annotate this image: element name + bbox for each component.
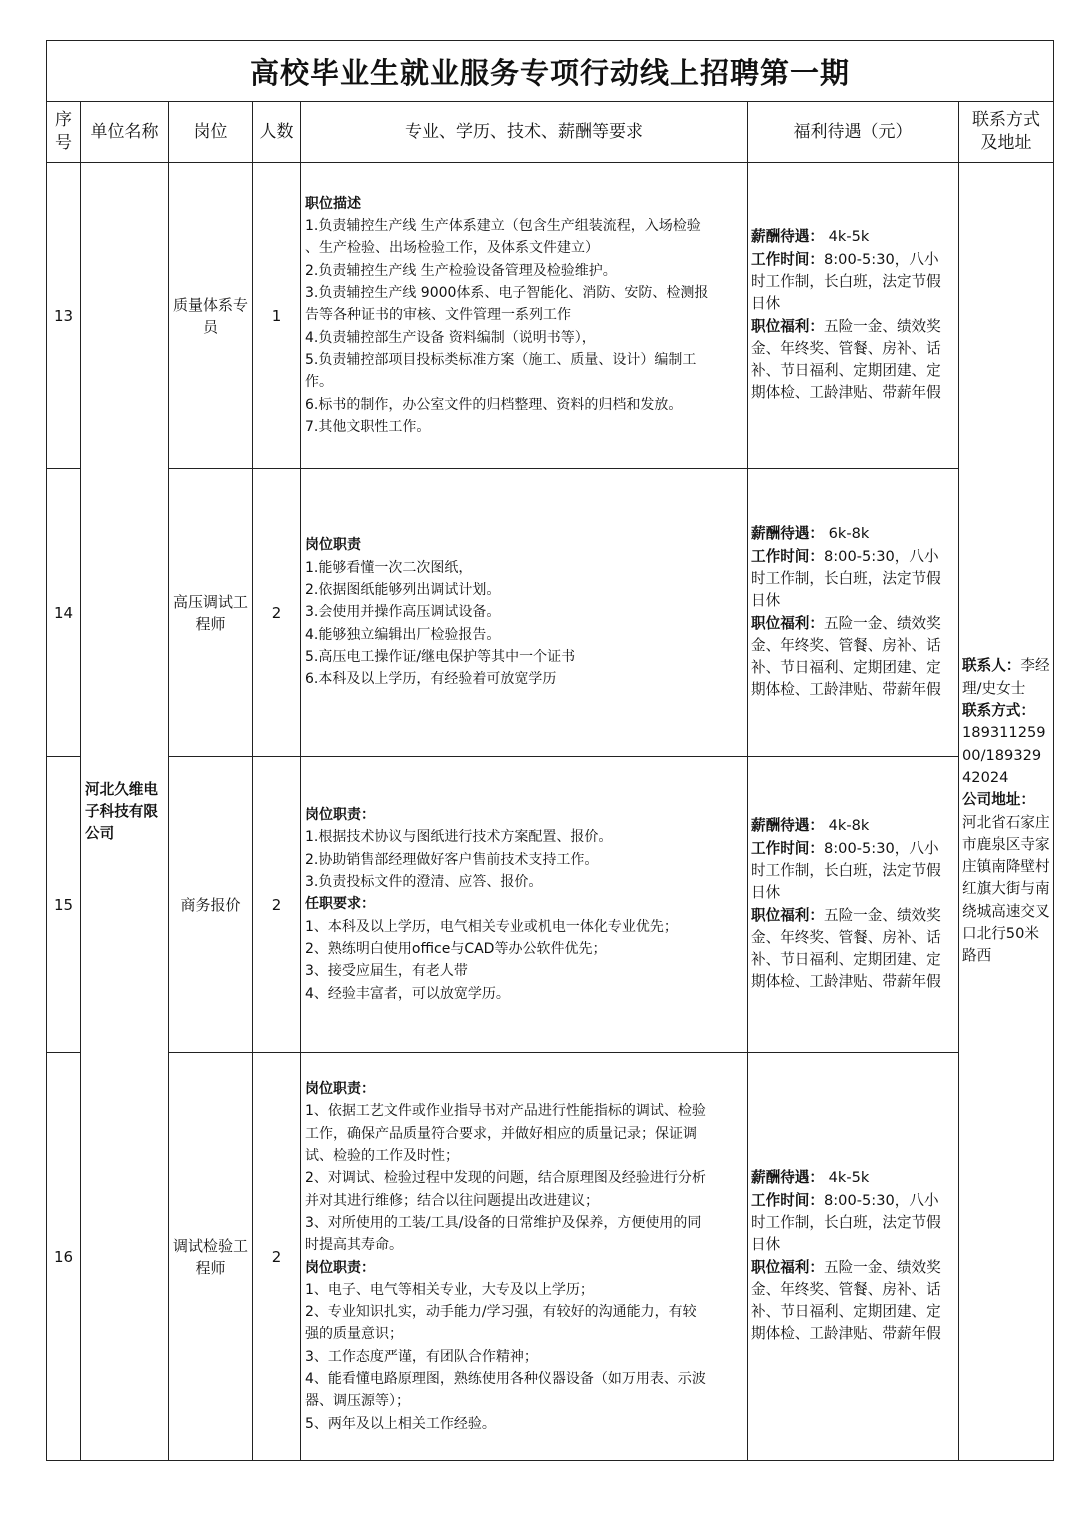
row-benefits — [748, 1053, 959, 1461]
requirement-line: 3、接受应届生，有老人带 — [305, 963, 468, 980]
requirement-line: 1、电子、电气等相关专业，大专及以上学历； — [305, 1281, 594, 1298]
salary-label: 薪酬待遇： — [751, 525, 824, 543]
welfare-line — [751, 360, 955, 382]
company-name: 河北久维电子科技有限公司 — [81, 163, 169, 1461]
hours-line — [751, 1234, 955, 1256]
salary-label: 薪酬待遇： — [751, 817, 824, 835]
hours-line — [751, 546, 955, 568]
row-seq: 14 — [47, 469, 81, 757]
welfare-value: 金、年终奖、管餐、房补、话 — [751, 928, 941, 946]
contact-phone-label: 联系方式： — [962, 702, 1035, 720]
hours-line — [751, 568, 955, 590]
hours-line — [751, 860, 955, 882]
row-count: 2 — [253, 1053, 301, 1461]
salary-line — [751, 815, 955, 837]
welfare-line — [751, 1279, 955, 1301]
requirement-line: 1.根据技术协议与图纸进行技术方案配置、报价。 — [305, 829, 613, 846]
requirement-line: 强的质量意识； — [305, 1326, 403, 1343]
salary-value: 6k-8k — [823, 525, 870, 543]
requirement-line: 并对其进行维修；结合以往问题提出改进建议； — [305, 1192, 599, 1209]
welfare-label: 职位福利： — [751, 317, 824, 335]
header-requirements: 专业、学历、技术、薪酬等要求 — [301, 102, 748, 163]
requirement-line: 5.负责辅控部项目投标类标准方案（施工、质量、设计）编制工 — [305, 351, 697, 368]
hours-line — [751, 882, 955, 904]
welfare-value: 补、节日福利、定期团建、定 — [751, 951, 941, 969]
welfare-line — [751, 905, 955, 927]
requirement-line: 6.标书的制作，办公室文件的归档整理、资料的归档和发放。 — [305, 396, 683, 413]
welfare-line — [751, 613, 955, 635]
welfare-value: 期体检、工龄津贴、带薪年假 — [751, 1325, 941, 1343]
hours-value: 时工作制，长白班，法定节假 — [751, 569, 941, 587]
requirement-line: 2.依据图纸能够列出调试计划。 — [305, 582, 501, 599]
welfare-label: 职位福利： — [751, 906, 824, 924]
hours-value: 日休 — [751, 884, 781, 902]
requirement-heading: 岗位职责： — [305, 1081, 375, 1098]
salary-value: 4k-8k — [823, 817, 870, 835]
contact-person: 李经理/史女士 — [962, 657, 1050, 697]
hours-value: 日休 — [751, 592, 781, 610]
requirement-line: 3、工作态度严谨，有团队合作精神； — [305, 1348, 538, 1365]
welfare-label: 职位福利： — [751, 1258, 824, 1276]
requirement-line: 3.负责辅控生产线 9000体系、电子智能化、消防、安防、检测报 — [305, 285, 709, 302]
requirement-line: 1、依据工艺文件或作业指导书对产品进行性能指标的调试、检验 — [305, 1103, 706, 1120]
salary-line — [751, 1167, 955, 1189]
row-seq: 16 — [47, 1053, 81, 1461]
welfare-line — [751, 949, 955, 971]
salary-label: 薪酬待遇： — [751, 228, 824, 246]
requirement-line: 2.协助销售部经理做好客户售前技术支持工作。 — [305, 851, 599, 868]
contact-address: 河北省石家庄市鹿泉区寺家庄镇南降壁村红旗大街与南绕城高速交叉口北行50米路西 — [962, 813, 1050, 965]
hours-label: 工作时间： — [751, 250, 824, 268]
row-seq: 13 — [47, 163, 81, 469]
welfare-line — [751, 316, 955, 338]
table-row — [47, 1053, 1054, 1461]
hours-line — [751, 271, 955, 293]
requirement-line: 工作，确保产品质量符合要求，并做好相应的质量记录；保证调 — [305, 1125, 697, 1142]
welfare-value: 补、节日福利、定期团建、定 — [751, 362, 941, 380]
hours-line — [751, 293, 955, 315]
contact-info — [959, 163, 1054, 1461]
requirement-line: 1.能够看懂一次二次图纸， — [305, 559, 473, 576]
contact-person-label: 联系人： — [962, 657, 1021, 675]
recruitment-table — [46, 40, 1054, 1461]
welfare-value: 补、节日福利、定期团建、定 — [751, 1303, 941, 1321]
requirement-line: 4、经验丰富者，可以放宽学历。 — [305, 985, 510, 1002]
hours-value: 8:00-5:30，八小 — [823, 839, 939, 857]
row-post: 质量体系专员 — [169, 163, 253, 469]
row-benefits — [748, 469, 959, 757]
table-row — [47, 757, 1054, 1053]
hours-line — [751, 838, 955, 860]
hours-line — [751, 249, 955, 271]
row-requirements — [301, 1053, 748, 1461]
hours-value: 时工作制，长白班，法定节假 — [751, 1213, 941, 1231]
welfare-line — [751, 1257, 955, 1279]
requirement-line: 3、对所使用的工装/工具/设备的日常维护及保养，方便使用的同 — [305, 1214, 702, 1231]
table-row — [47, 469, 1054, 757]
header-row — [47, 102, 1054, 163]
hours-value: 8:00-5:30，八小 — [823, 547, 939, 565]
welfare-line — [751, 1323, 955, 1345]
requirement-line: 4.负责辅控部生产设备 资料编制（说明书等）， — [305, 329, 596, 346]
requirement-line: 4.能够独立编辑出厂检验报告。 — [305, 626, 501, 643]
row-requirements — [301, 469, 748, 757]
hours-line — [751, 1212, 955, 1234]
hours-value: 8:00-5:30，八小 — [823, 1191, 939, 1209]
hours-label: 工作时间： — [751, 1191, 824, 1209]
welfare-value: 期体检、工龄津贴、带薪年假 — [751, 681, 941, 699]
requirement-line: 7.其他文职性工作。 — [305, 418, 431, 435]
header-unit: 单位名称 — [81, 102, 169, 163]
requirement-line: 4、能看懂电路原理图，熟练使用各种仪器设备（如万用表、示波 — [305, 1370, 706, 1387]
requirement-line: 3.会使用并操作高压调试设备。 — [305, 604, 501, 621]
requirement-line: 试、检验的工作及时性； — [305, 1148, 459, 1165]
row-benefits — [748, 163, 959, 469]
hours-line — [751, 1190, 955, 1212]
requirement-line: 、生产检验、出场检验工作，及体系文件建立） — [305, 240, 599, 257]
salary-label: 薪酬待遇： — [751, 1169, 824, 1187]
hours-line — [751, 590, 955, 612]
welfare-value: 五险一金、绩效奖 — [823, 906, 941, 924]
contact-phone: 18931125900/18932942024 — [962, 724, 1046, 786]
requirement-line: 告等各种证书的审核、文件管理一系列工作 — [305, 307, 571, 324]
hours-value: 日休 — [751, 1236, 781, 1254]
welfare-line — [751, 971, 955, 993]
hours-label: 工作时间： — [751, 547, 824, 565]
requirement-line: 3.负责投标文件的澄清、应答、报价。 — [305, 874, 543, 891]
page-title: 高校毕业生就业服务专项行动线上招聘第一期 — [47, 41, 1054, 102]
hours-value: 日休 — [751, 295, 781, 313]
hours-value: 时工作制，长白班，法定节假 — [751, 272, 941, 290]
requirement-heading: 岗位职责： — [305, 1259, 375, 1276]
welfare-line — [751, 382, 955, 404]
requirement-line: 2、专业知识扎实，动手能力/学习强，有较好的沟通能力，有较 — [305, 1304, 697, 1321]
welfare-line — [751, 927, 955, 949]
requirement-line: 5.高压电工操作证/继电保护等其中一个证书 — [305, 648, 576, 665]
row-requirements — [301, 163, 748, 469]
welfare-line — [751, 635, 955, 657]
welfare-line — [751, 338, 955, 360]
contact-address-label: 公司地址： — [962, 791, 1035, 809]
requirement-line: 2、对调试、检验过程中发现的问题，结合原理图及经验进行分析 — [305, 1170, 706, 1187]
requirement-line: 作。 — [305, 374, 333, 391]
requirement-heading: 职位描述 — [305, 195, 361, 212]
row-seq: 15 — [47, 757, 81, 1053]
requirement-line: 1.负责辅控生产线 生产体系建立（包含生产组装流程，入场检验 — [305, 218, 701, 235]
salary-line — [751, 523, 955, 545]
header-post: 岗位 — [169, 102, 253, 163]
welfare-value: 期体检、工龄津贴、带薪年假 — [751, 973, 941, 991]
requirement-heading: 任职要求： — [305, 896, 375, 913]
salary-line — [751, 226, 955, 248]
row-count: 2 — [253, 469, 301, 757]
requirement-line: 2.负责辅控生产线 生产检验设备管理及检验维护。 — [305, 262, 617, 279]
hours-label: 工作时间： — [751, 839, 824, 857]
welfare-value: 五险一金、绩效奖 — [823, 317, 941, 335]
welfare-value: 五险一金、绩效奖 — [823, 614, 941, 632]
row-benefits — [748, 757, 959, 1053]
requirement-heading: 岗位职责 — [305, 537, 361, 554]
welfare-line — [751, 657, 955, 679]
requirement-line: 2、熟练明白使用office与CAD等办公软件优先； — [305, 940, 607, 957]
welfare-value: 金、年终奖、管餐、房补、话 — [751, 339, 941, 357]
row-post: 调试检验工程师 — [169, 1053, 253, 1461]
welfare-value: 期体检、工龄津贴、带薪年假 — [751, 384, 941, 402]
row-count: 1 — [253, 163, 301, 469]
row-post: 商务报价 — [169, 757, 253, 1053]
requirement-line: 1、本科及以上学历，电气相关专业或机电一体化专业优先； — [305, 918, 678, 935]
welfare-value: 金、年终奖、管餐、房补、话 — [751, 1280, 941, 1298]
row-requirements — [301, 757, 748, 1053]
header-benefits: 福利待遇（元） — [748, 102, 959, 163]
header-count: 人数 — [253, 102, 301, 163]
header-contact: 联系方式及地址 — [959, 102, 1054, 163]
welfare-line — [751, 679, 955, 701]
salary-value: 4k-5k — [823, 1169, 870, 1187]
welfare-value: 补、节日福利、定期团建、定 — [751, 659, 941, 677]
requirement-line: 5、两年及以上相关工作经验。 — [305, 1415, 496, 1432]
row-post: 高压调试工程师 — [169, 469, 253, 757]
requirement-heading: 岗位职责： — [305, 807, 375, 824]
welfare-value: 金、年终奖、管餐、房补、话 — [751, 636, 941, 654]
requirement-line: 器、调压源等）； — [305, 1393, 410, 1410]
welfare-line — [751, 1301, 955, 1323]
hours-value: 时工作制，长白班，法定节假 — [751, 861, 941, 879]
header-seq: 序号 — [47, 102, 81, 163]
row-count: 2 — [253, 757, 301, 1053]
welfare-value: 五险一金、绩效奖 — [823, 1258, 941, 1276]
recruitment-sheet — [46, 40, 1053, 1461]
requirement-line: 6.本科及以上学历，有经验着可放宽学历 — [305, 671, 557, 688]
welfare-label: 职位福利： — [751, 614, 824, 632]
requirement-line: 时提高其寿命。 — [305, 1237, 403, 1254]
table-row — [47, 163, 1054, 469]
hours-value: 8:00-5:30，八小 — [823, 250, 939, 268]
salary-value: 4k-5k — [823, 228, 870, 246]
